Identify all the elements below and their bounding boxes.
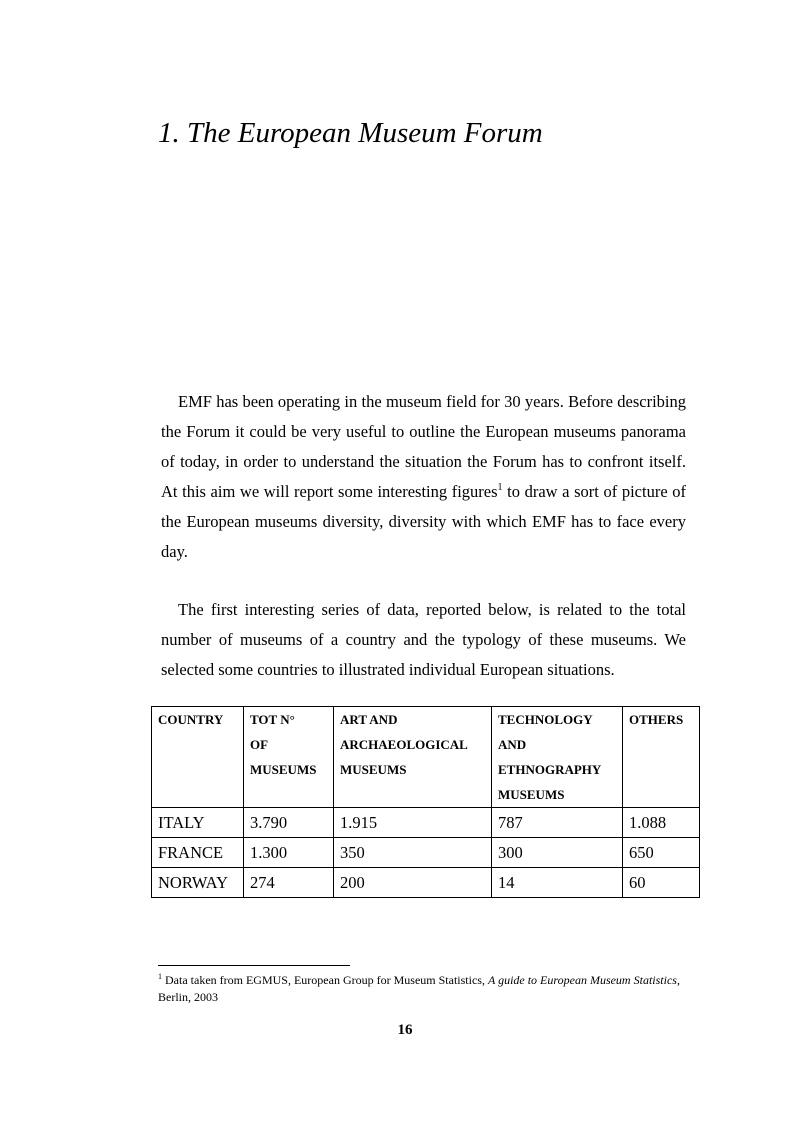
cell-country: FRANCE [152,838,244,868]
cell-total: 274 [244,868,334,898]
header-country [152,707,244,808]
header-technology-ethnography [492,707,623,808]
cell-art: 350 [334,838,492,868]
footnote-reference[interactable]: 1 [497,482,503,493]
cell-art: 200 [334,868,492,898]
cell-technology: 300 [492,838,623,868]
header-line: ETHNOGRAPHY [498,762,602,777]
footnote [158,972,688,1006]
header-line: MUSEUMS [340,762,407,777]
footnote-marker: 1 [158,972,162,981]
table-row [152,808,700,838]
header-line: COUNTRY [158,712,224,727]
header-line: OTHERS [629,712,684,727]
footnote-text-after: , Berlin, 2003 [158,973,680,1004]
table-row [152,868,700,898]
header-line: ART AND [340,712,398,727]
table-header-row [152,707,700,808]
museum-statistics-table [151,706,700,898]
page-number: 16 [397,1022,413,1038]
header-others [623,707,700,808]
cell-others: 60 [623,868,700,898]
intro-paragraph [161,387,686,567]
cell-others: 650 [623,838,700,868]
cell-technology: 14 [492,868,623,898]
cell-total: 3.790 [244,808,334,838]
intro-text-after-ref: to draw a sort of picture of the European museums diversity, diversity with which EMF has to face every day. [161,482,686,561]
header-line: MUSEUMS [250,762,317,777]
header-line: OF [250,737,269,752]
footnote-separator [158,965,350,966]
header-line: TOT N° [250,712,295,727]
footnote-title-part2: Statistics [633,973,677,987]
chapter-title: 1. The European Museum Forum [158,117,543,149]
intro-text-before-ref: EMF has been operating in the museum field for 30 years. Before describing the Forum it could be very useful to outline the European museums panorama of today, in order to understand the situation the Forum has to confront itself. At this aim we will report some interesting figures [161,392,686,501]
cell-art: 1.915 [334,808,492,838]
header-line: ARCHAEOLOGICAL [340,737,468,752]
cell-technology: 787 [492,808,623,838]
table-row [152,838,700,868]
data-intro-paragraph: The first interesting series of data, reported below, is related to the total number of museums of a country and the typology of these museums. We selected some countries to illustrated individual European situations. [161,600,686,679]
cell-total: 1.300 [244,838,334,868]
footnote-title-part1: A guide to European Museum [487,973,631,987]
footnote-text-before: Data taken from EGMUS, European Group for Museum Statistics, [162,973,488,987]
header-art-archaeological [334,707,492,808]
header-line: AND [498,737,527,752]
cell-others: 1.088 [623,808,700,838]
header-line: TECHNOLOGY [498,712,593,727]
header-line: MUSEUMS [498,787,565,802]
cell-country: NORWAY [152,868,244,898]
cell-country: ITALY [152,808,244,838]
header-total-museums [244,707,334,808]
